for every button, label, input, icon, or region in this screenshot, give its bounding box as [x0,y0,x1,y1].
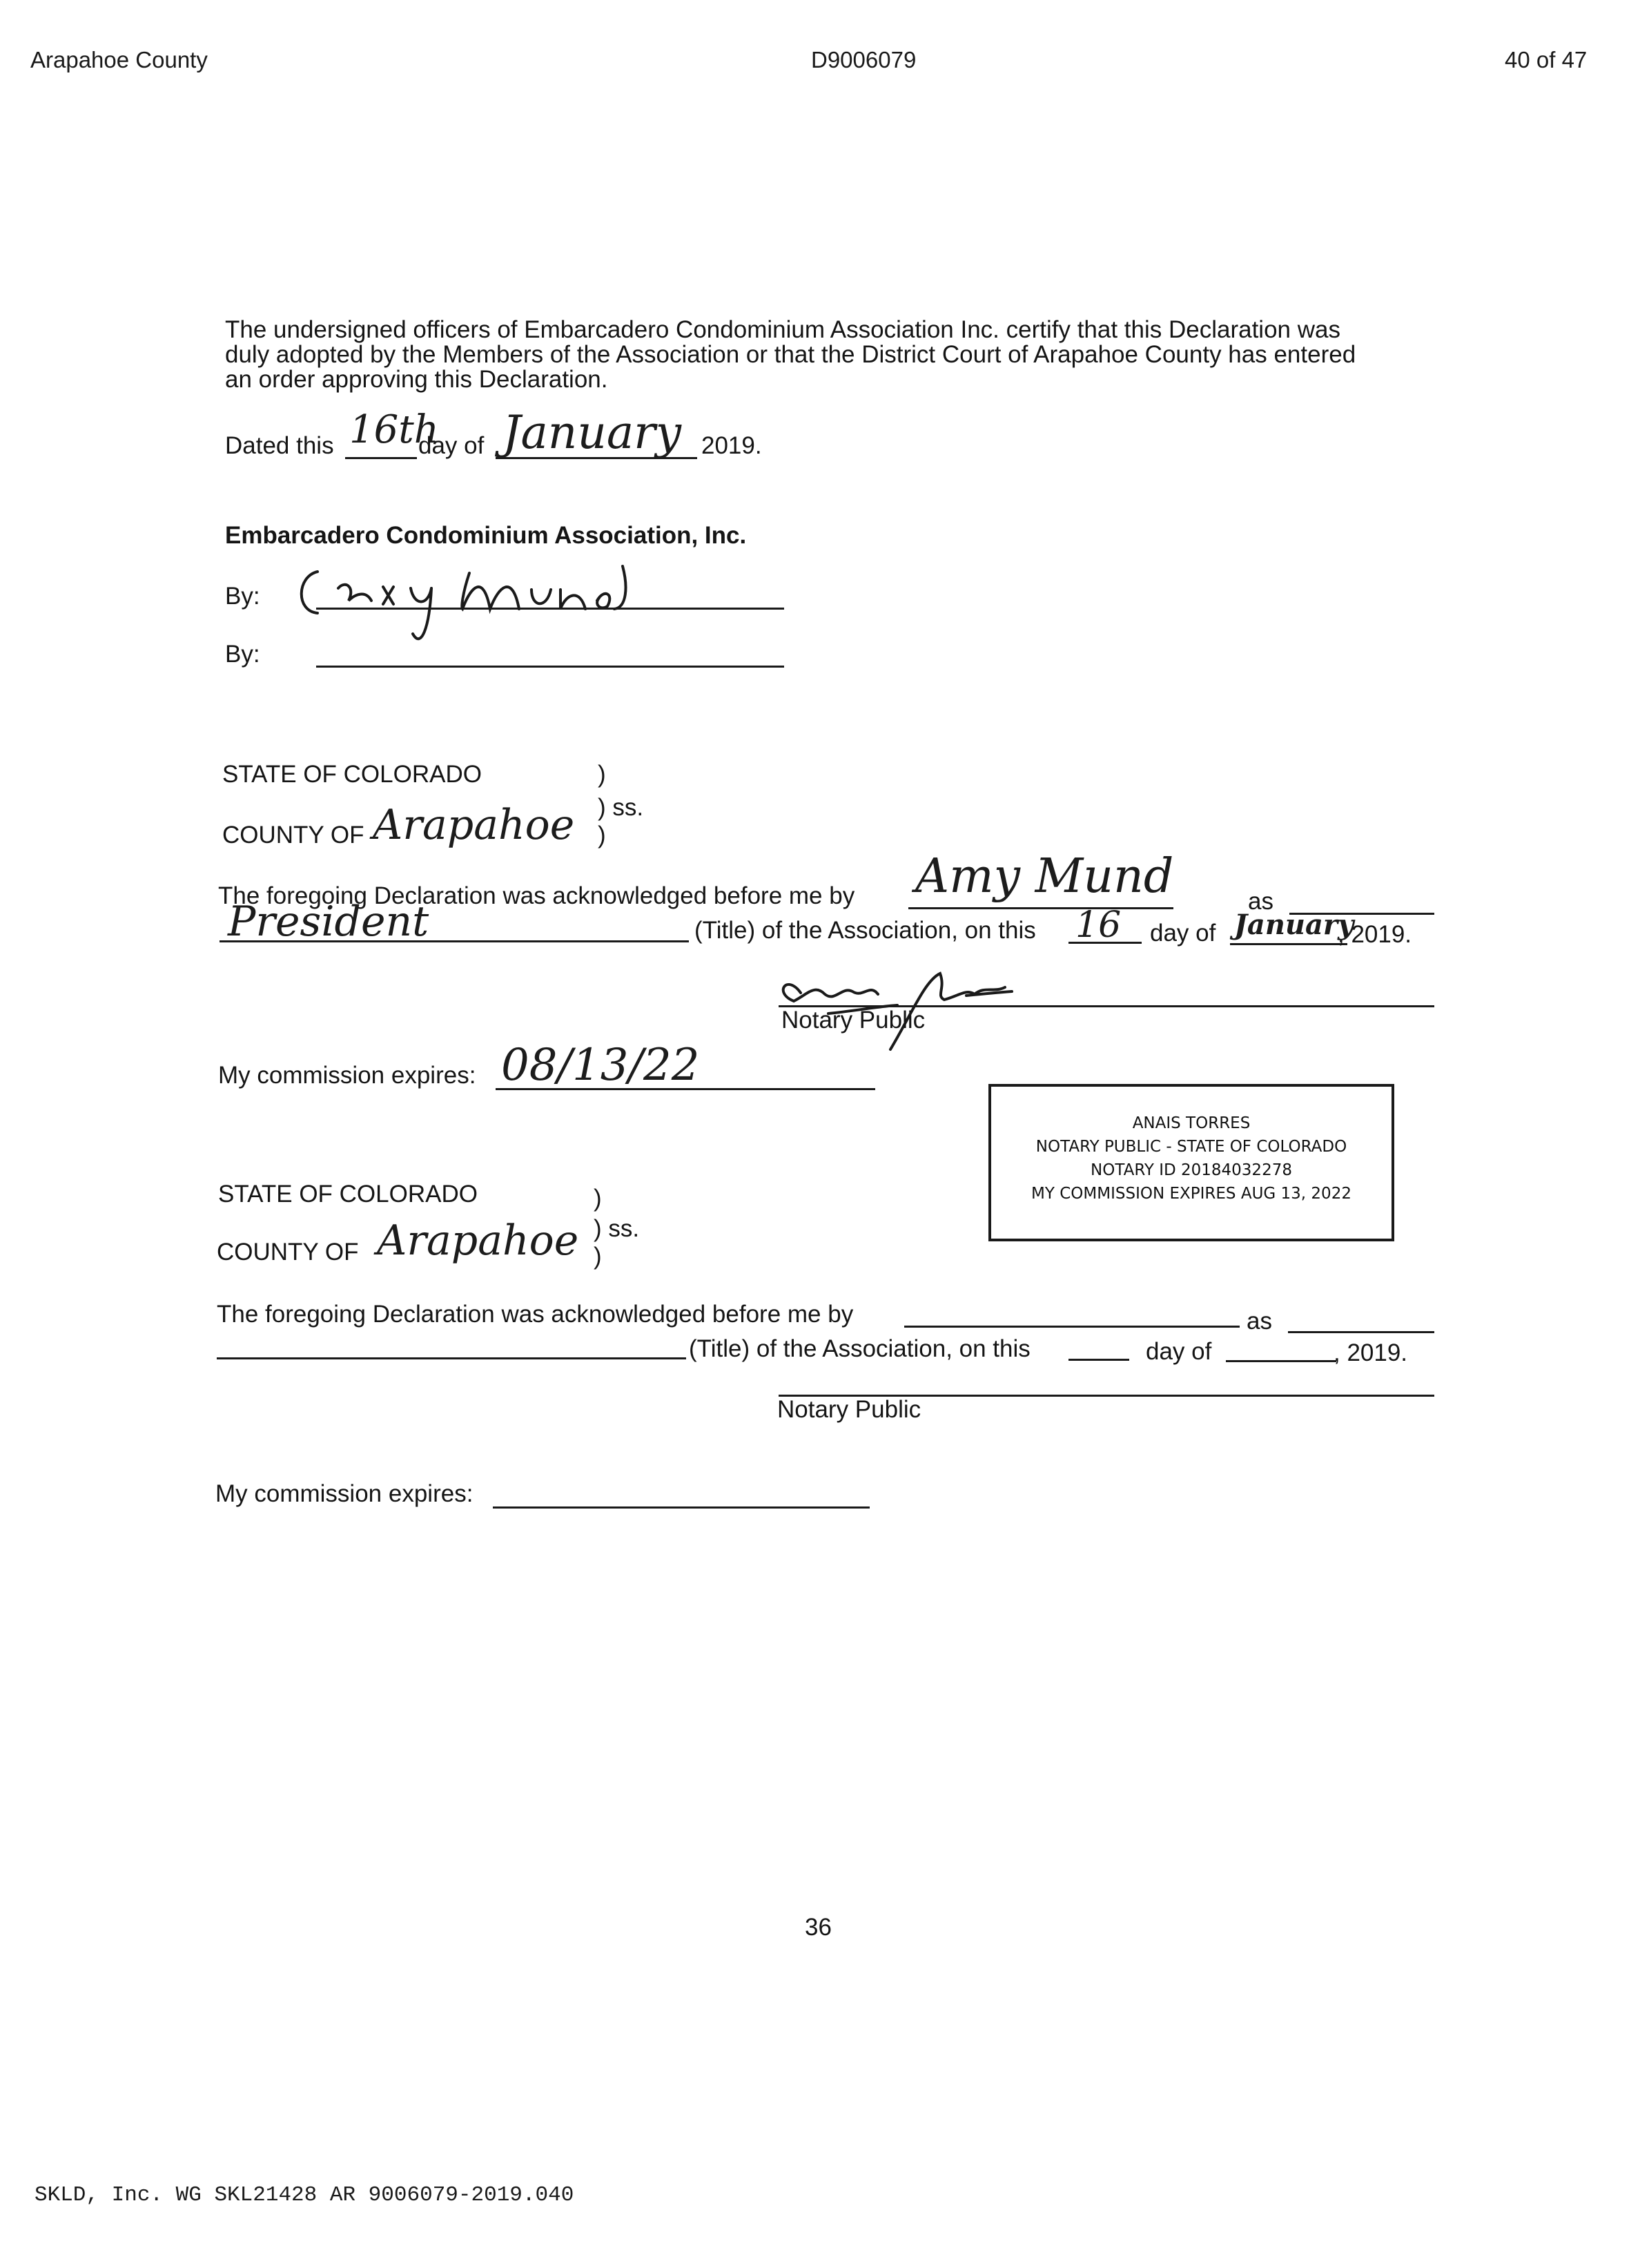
notary-stamp [988,1084,1394,1241]
ack2-county-label: COUNTY OF [217,1239,359,1266]
ack1-day-handwritten: 16 [1075,904,1122,946]
ack2-commission-line [493,1506,870,1509]
dated-day-line [345,457,417,459]
ack2-day-of: day of [1146,1338,1212,1365]
dated-year: 2019. [701,432,762,459]
dated-day-handwritten: 16th [349,407,439,452]
ack1-month-handwritten: January [1234,909,1354,941]
ack2-title-text: (Title) of the Association, on this [689,1335,1031,1362]
ack2-year: , 2019. [1334,1339,1408,1366]
ack1-county-label: COUNTY OF [222,822,364,849]
ack1-commission-label: My commission expires: [218,1062,476,1089]
footer-recording-info: SKLD, Inc. WG SKL21428 AR 9006079-2019.040 [35,2183,574,2207]
ack1-title-handwritten: President [228,898,429,946]
certification-line-1: The undersigned officers of Embarcadero Condominium Association Inc. certify that this Declaration was [225,316,1340,343]
ack2-notary-label: Notary Public [777,1396,921,1423]
certification-line-2: duly adopted by the Members of the Association or that the District Court of Arapahoe County has entered [225,341,1356,368]
ack1-day-of: day of [1150,920,1216,947]
stamp-line-4: MY COMMISSION EXPIRES AUG 13, 2022 [1031,1185,1351,1203]
signature-line-2 [316,666,784,668]
ack1-name-handwritten: Amy Mund [915,849,1174,904]
header-doc-id: D9006079 [811,47,917,72]
ack2-as-label: as [1247,1308,1272,1335]
ack2-commission-label: My commission expires: [215,1480,474,1507]
ack1-notary-label: Notary Public [781,1007,926,1034]
ack2-county-handwritten: Arapahoe [377,1217,579,1265]
ack1-county-handwritten: Arapahoe [373,801,575,849]
ack2-name-line [904,1326,1240,1328]
ack2-title-line [217,1357,686,1359]
ack1-paren-1: ) [598,761,606,788]
association-name: Embarcadero Condominium Association, Inc. [225,522,747,549]
ack1-commission-handwritten: 08/13/22 [501,1040,700,1091]
by-label-2: By: [225,641,260,668]
ack1-text: The foregoing Declaration was acknowledged before me by [218,882,855,909]
ack2-month-line [1226,1360,1336,1362]
stamp-line-3: NOTARY ID 20184032278 [1091,1161,1292,1179]
ack1-name-line [908,907,1173,909]
ack2-day-line [1068,1359,1129,1361]
dated-month-handwritten: January [502,406,682,459]
ack2-paren-2: ) [594,1243,602,1270]
signature-amy-mund [290,545,732,656]
ack2-paren-1: ) [594,1185,602,1212]
ack1-as-label: as [1248,888,1273,915]
ack1-year: , 2019. [1338,921,1412,948]
ack2-ss: ) ss. [594,1215,640,1242]
dated-day-of: day of [418,432,485,459]
by-label-1: By: [225,583,260,610]
header-page-count: 40 of 47 [1505,47,1588,72]
ack2-state: STATE OF COLORADO [218,1181,478,1208]
ack1-ss: ) ss. [598,794,644,821]
page-number: 36 [805,1914,832,1941]
ack2-as-line [1288,1331,1434,1333]
ack2-text: The foregoing Declaration was acknowledged before me by [217,1301,854,1328]
dated-prefix: Dated this [225,432,334,459]
ack1-title-text: (Title) of the Association, on this [694,917,1036,944]
ack1-state: STATE OF COLORADO [222,761,482,788]
header-county: Arapahoe County [30,47,208,72]
ack1-paren-2: ) [598,822,606,849]
stamp-line-2: NOTARY PUBLIC - STATE OF COLORADO [1035,1138,1347,1156]
stamp-name: ANAIS TORRES [1132,1114,1251,1132]
ack1-month-line [1230,943,1347,945]
certification-line-3: an order approving this Declaration. [225,366,608,393]
